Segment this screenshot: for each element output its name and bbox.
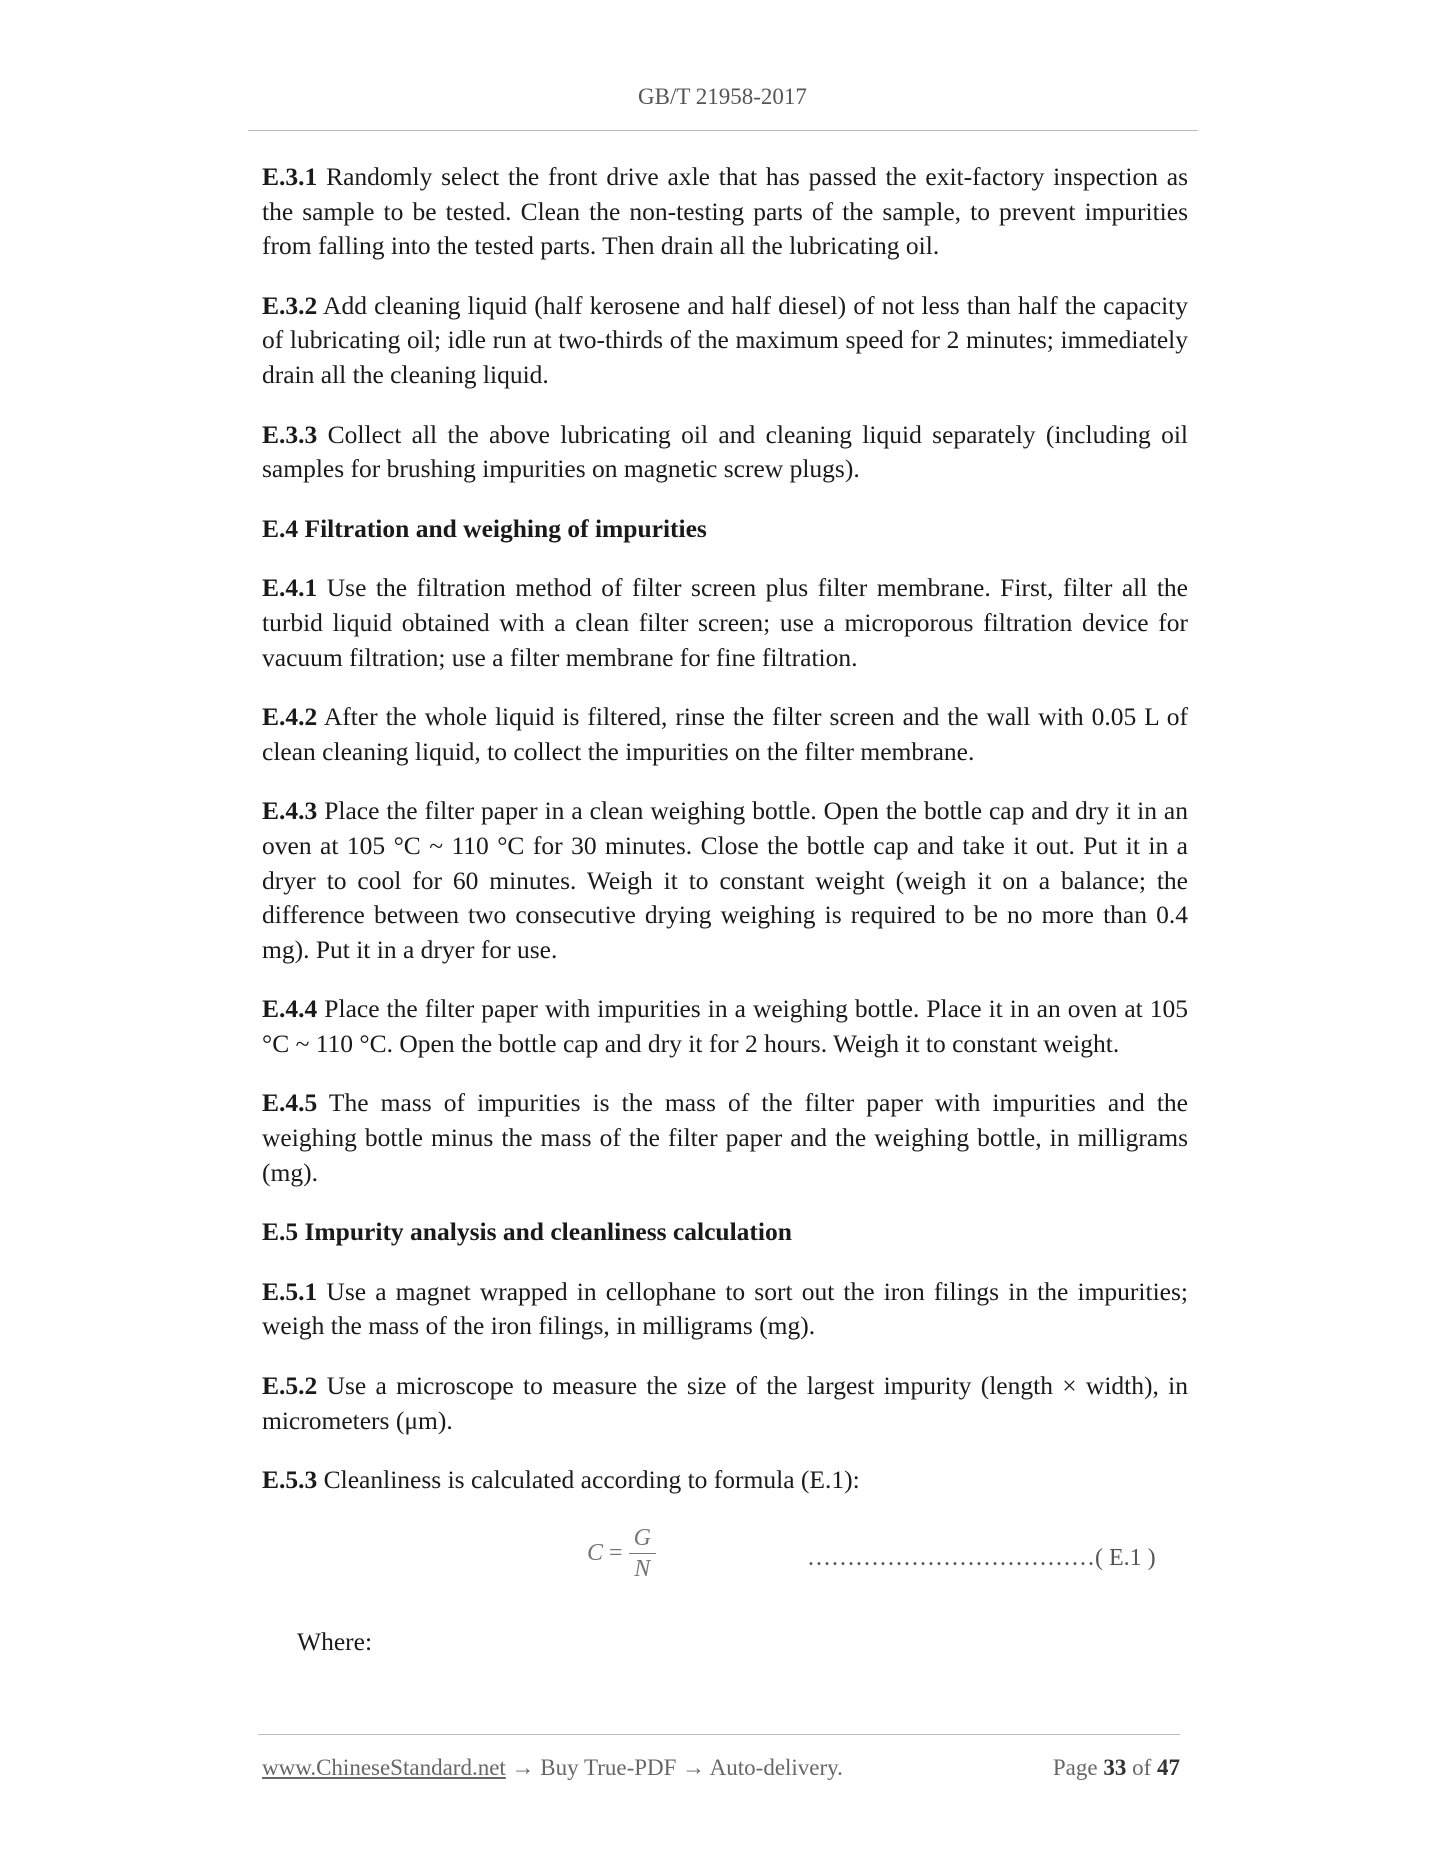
where-label: Where: bbox=[297, 1626, 373, 1656]
formula-expression bbox=[587, 1523, 656, 1584]
clause-number: E.4.3 bbox=[262, 796, 318, 826]
clause-number: E.5.2 bbox=[262, 1371, 318, 1401]
clause-number: E.5.3 bbox=[262, 1465, 318, 1495]
clause-e-4-1 bbox=[262, 571, 1188, 675]
clause-number: E.4.4 bbox=[262, 994, 318, 1024]
clause-text: Cleanliness is calculated according to formula (E.1): bbox=[323, 1465, 860, 1495]
footer-promo bbox=[262, 1755, 843, 1781]
clause-text: Use a magnet wrapped in cellophane to sort out the iron filings in the impurities; weigh the mass of the iron filings, in milligrams (mg). bbox=[262, 1276, 1188, 1341]
clause-text: Randomly select the front drive axle that has passed the exit-factory inspection as the sample to be tested. Clean the non-testing parts of the sample, to prevent impurities from falling into the tested parts. Then drain all the lubricating oil. bbox=[262, 162, 1189, 261]
site-link[interactable]: www.ChineseStandard.net bbox=[262, 1755, 506, 1780]
formula-leader-dots: ……………………………… bbox=[807, 1544, 1095, 1571]
clause-number: E.4.1 bbox=[262, 573, 318, 603]
promo-text: → Buy True-PDF → Auto-delivery. bbox=[505, 1755, 843, 1780]
page-total: 47 bbox=[1157, 1755, 1180, 1780]
clause-number: E.3.3 bbox=[262, 419, 318, 449]
clause-text: Use a microscope to measure the size of the largest impurity (length × width), in micrometers (μm). bbox=[262, 1371, 1189, 1435]
page-footer bbox=[262, 1755, 1180, 1781]
clause-e-3-1 bbox=[262, 160, 1188, 264]
footer-divider bbox=[258, 1734, 1180, 1735]
clause-number: E.3.2 bbox=[262, 290, 318, 320]
section-heading-e-5: E.5 Impurity analysis and cleanliness calculation bbox=[262, 1217, 792, 1247]
document-body bbox=[262, 160, 1188, 1659]
header-divider bbox=[248, 130, 1198, 131]
clause-e-5-2 bbox=[262, 1369, 1188, 1438]
clause-text: Place the filter paper with impurities in a weighing bottle. Place it in an oven at 105 °C ~ 110 °C. Open the bottle cap and dry it for 2 hours. Weigh it to constant weight. bbox=[262, 994, 1188, 1058]
formula-lhs: C bbox=[587, 1539, 604, 1566]
page-of: of bbox=[1132, 1755, 1152, 1780]
formula-number: ( E.1 ) bbox=[1095, 1544, 1156, 1571]
formula-denominator: N bbox=[634, 1555, 651, 1582]
clause-e-5-3 bbox=[262, 1463, 1188, 1498]
clause-text: After the whole liquid is filtered, rinse the filter screen and the wall with 0.05 L of clean cleaning liquid, to collect the impurities on the filter membrane. bbox=[262, 702, 1189, 766]
clause-e-4-5 bbox=[262, 1086, 1188, 1190]
clause-number: E.5.1 bbox=[262, 1276, 318, 1306]
formula-reference bbox=[807, 1545, 1156, 1572]
formula-fraction bbox=[629, 1523, 656, 1584]
page-current: 33 bbox=[1103, 1755, 1127, 1780]
page-number bbox=[1053, 1755, 1180, 1781]
clause-e-4-4 bbox=[262, 992, 1188, 1061]
clause-number: E.3.1 bbox=[262, 162, 318, 191]
clause-text: Place the filter paper in a clean weighing bottle. Open the bottle cap and dry it in an oven at 105 °C ~ 110 °C for 30 minutes. Close the bottle cap and take it out. Put it in a dryer to cool for 60 minutes. Weigh it to constant weight (weigh it on a balance; the difference between two consecutive drying weighing is required to be no more than 0.4 mg). Put it in a dryer for use. bbox=[262, 796, 1188, 964]
clause-e-4-3 bbox=[262, 794, 1188, 967]
clause-e-5-1 bbox=[262, 1275, 1188, 1344]
section-heading-e-4: E.4 Filtration and weighing of impurities bbox=[262, 513, 707, 543]
clause-text: Use the filtration method of filter screen plus filter membrane. First, filter all the turbid liquid obtained with a clean filter screen; use a microporous filtration device for vacuum filtration; use a filter membrane for fine filtration. bbox=[262, 573, 1188, 672]
clause-text: Add cleaning liquid (half kerosene and half diesel) of not less than half the capacity of lubricating oil; idle run at two-thirds of the maximum speed for 2 minutes; immediately drain all the cleaning liquid. bbox=[262, 290, 1189, 389]
clause-number: E.4.2 bbox=[262, 702, 318, 732]
clause-e-3-2 bbox=[262, 289, 1188, 393]
clause-e-3-3 bbox=[262, 418, 1188, 487]
clause-text: Collect all the above lubricating oil and cleaning liquid separately (including oil samples for brushing impurities on magnetic screw plugs). bbox=[262, 419, 1188, 484]
page-label: Page bbox=[1052, 1755, 1098, 1780]
clause-text: The mass of impurities is the mass of the filter paper with impurities and the weighing bottle minus the mass of the filter paper and the weighing bottle, in milligrams (mg). bbox=[262, 1088, 1188, 1187]
clause-e-4-2 bbox=[262, 700, 1188, 769]
page-header: GB/T 21958-2017 bbox=[638, 84, 807, 109]
formula-e-1 bbox=[262, 1523, 1188, 1603]
clause-number: E.4.5 bbox=[262, 1088, 318, 1118]
formula-equals: = bbox=[609, 1539, 623, 1566]
formula-numerator: G bbox=[629, 1523, 656, 1554]
